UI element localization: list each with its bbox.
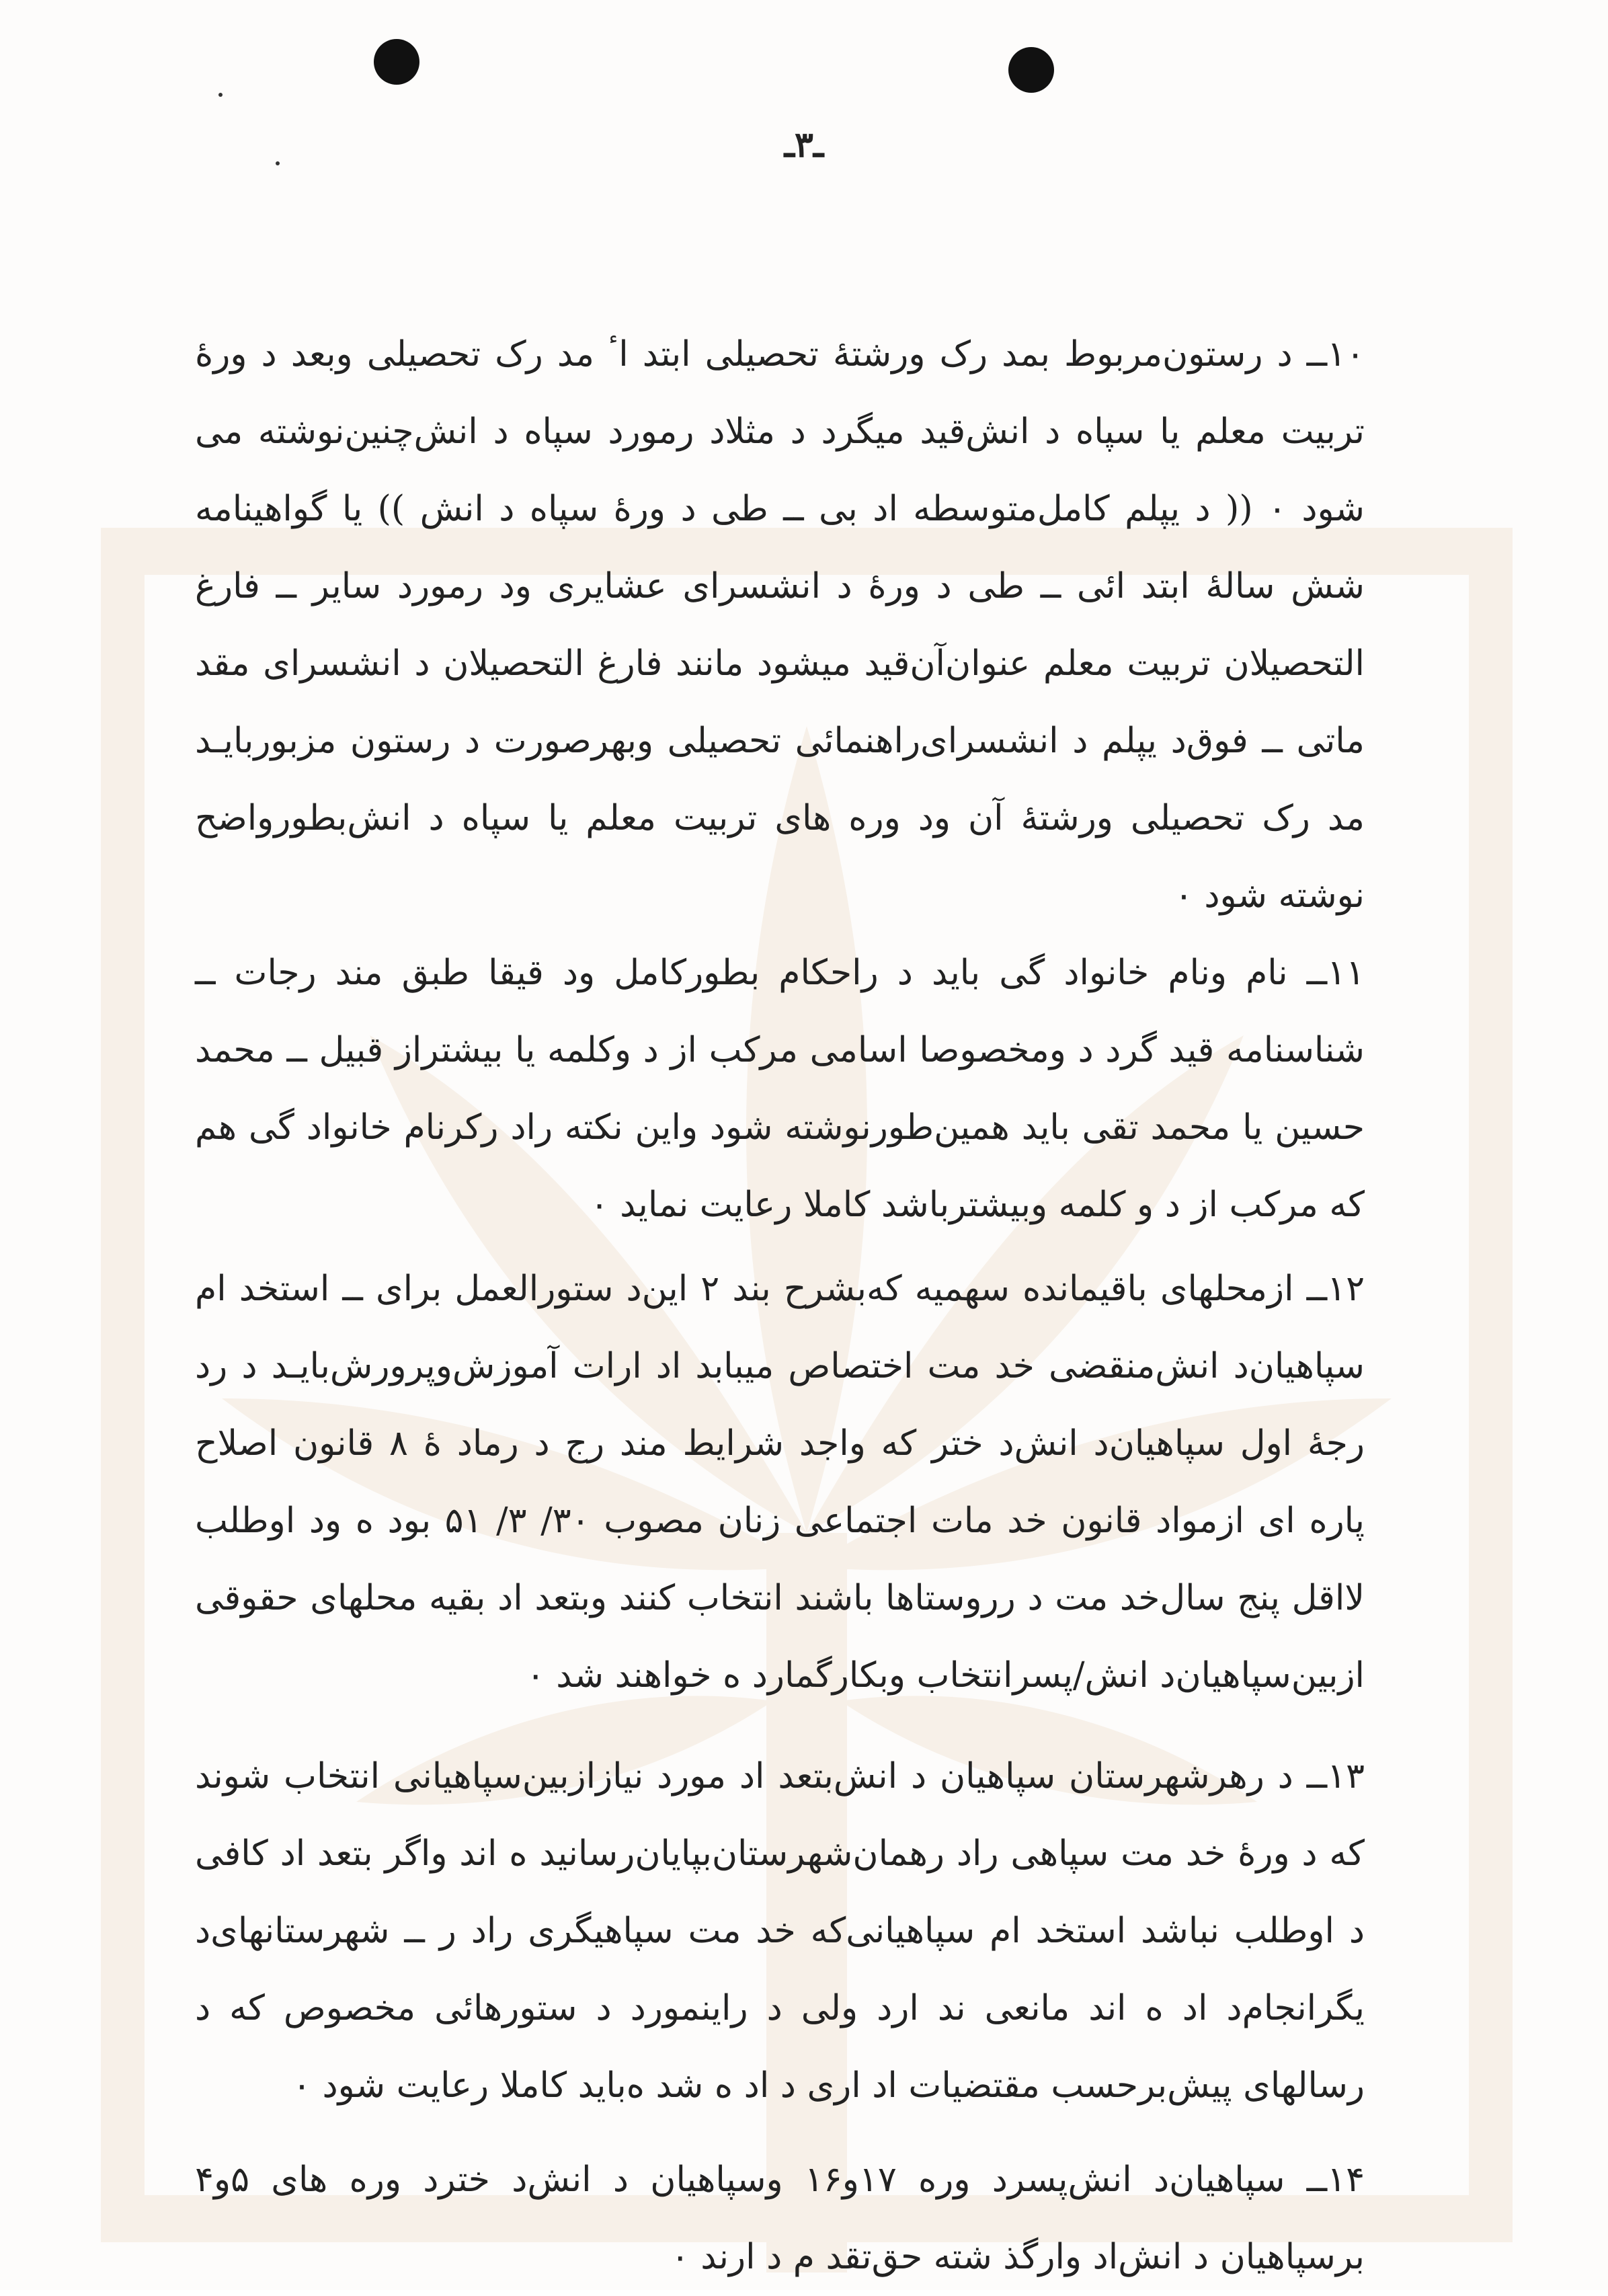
page-number: ـ٣ـ [784, 124, 824, 165]
paragraph-14: ۱۴ــ سپاهیان‌د انش‌پسرد وره ۱۷و۱۶ وسپاهیان د انش‌د خترد وره های ۵و۴ برسپاهیان د انش‌اد وارگذ شته حق‌تقد م د ارند ٠ [195, 2160, 1365, 2277]
punch-hole-right [1008, 47, 1054, 93]
speck [218, 93, 223, 97]
paragraph-11: ۱۱ــ نام ونام خانواد گی باید د راحکام بطورکامل ود قیقا طبق مند رجات ــ شناسنامه قید گرد د ومخصوصا اسامی مرکب از د وکلمه یا بیشتراز قبیل ــ محمد حسین یا محمد تقی باید همین‌طورنوشته شود واین نکته راد رکرنام خانواد گی هم که مرکب از د و کلمه وبیشترباشد کاملا رعایت نماید ٠ [195, 953, 1365, 1225]
punch-hole-left [374, 39, 419, 85]
paragraph-10: ۱۰ــ د رستون‌مربوط بمد رک ورشته‌ٔ تحصیلی ابتد اٴ مد رک تحصیلی وبعد د وره‌ٔ تربیت معلم یا سپاه د انش‌قید میگرد د مثلاد رمورد سپاه د انش‌چنین‌نوشته می شود ٠ (( د یپلم کامل‌متوسطه اد بی ــ طی د وره‌ٔ سپاه د انش )) یا گواهینامه شش ساله‌ٔ ابتد ائی ــ طی د وره‌ٔ د انشسرای عشایری ود رمورد سایر ــ فارغ التحصیلان تربیت معلم عنوان‌آن‌قید میشود مانند فارغ التحصیلان د انشسرای مقد ماتی ــ فوق‌د یپلم د انشسرای‌راهنمائی تحصیلی وبهرصورت د رستون مزبوربایـد مد رک تحصیلی ورشته‌ٔ آن ود وره های تربیت معلم یا سپاه د انش‌بطورواضح نوشته شود ٠ [195, 334, 1365, 916]
speck [276, 161, 280, 165]
paragraph-13: ۱۳ــ د رهرشهرستان سپاهیان د انش‌بتعد اد مورد نیازازبین‌سپاهیانی انتخاب شوند که د وره‌ٔ خد مت سپاهی راد رهمان‌شهرستان‌بپایان‌رسانید ه اند واگر بتعد اد کافی د اوطلب نباشد استخد ام سپاهیانی‌که خد مت سپاهیگری راد ر ــ شهرستانهای‌د یگرانجام‌د اد ه اند مانعی ند ارد ولی د راینمورد د ستورهائی مخصوص که د رسالهای پیش‌برحسب مقتضیات اد اری د اد ه شد ه‌باید کاملا رعایت شود ٠ [195, 1756, 1365, 2106]
paragraph-12: ۱۲ــ ازمحلهای باقیمانده سهمیه که‌بشرح بند ۲ این‌د ستورالعمل برای ــ استخد ام سپاهیان‌د انش‌منقضی خد مت اختصاص میبابد اد ارات آموزش‌وپرورش‌بایـد د رد رجه‌ٔ اول سپاهیان‌د انش‌د ختر که واجد شرایط مند رج د رماد هٔ ۸ قانون اصلاح پاره ای ازمواد قانون خد مات اجتماعی زنان مصوب ۳۰/ ۳/ ۵۱ بود ه ود اوطلب لااقل پنج سال‌خد مت د رروستاها باشند انتخاب کنند وبتعد اد بقیه محلهای حقوقی ازبین‌سپاهیان‌د انش/پسرانتخاب وبکارگمارد ه خواهند شد ٠ [195, 1269, 1365, 1696]
